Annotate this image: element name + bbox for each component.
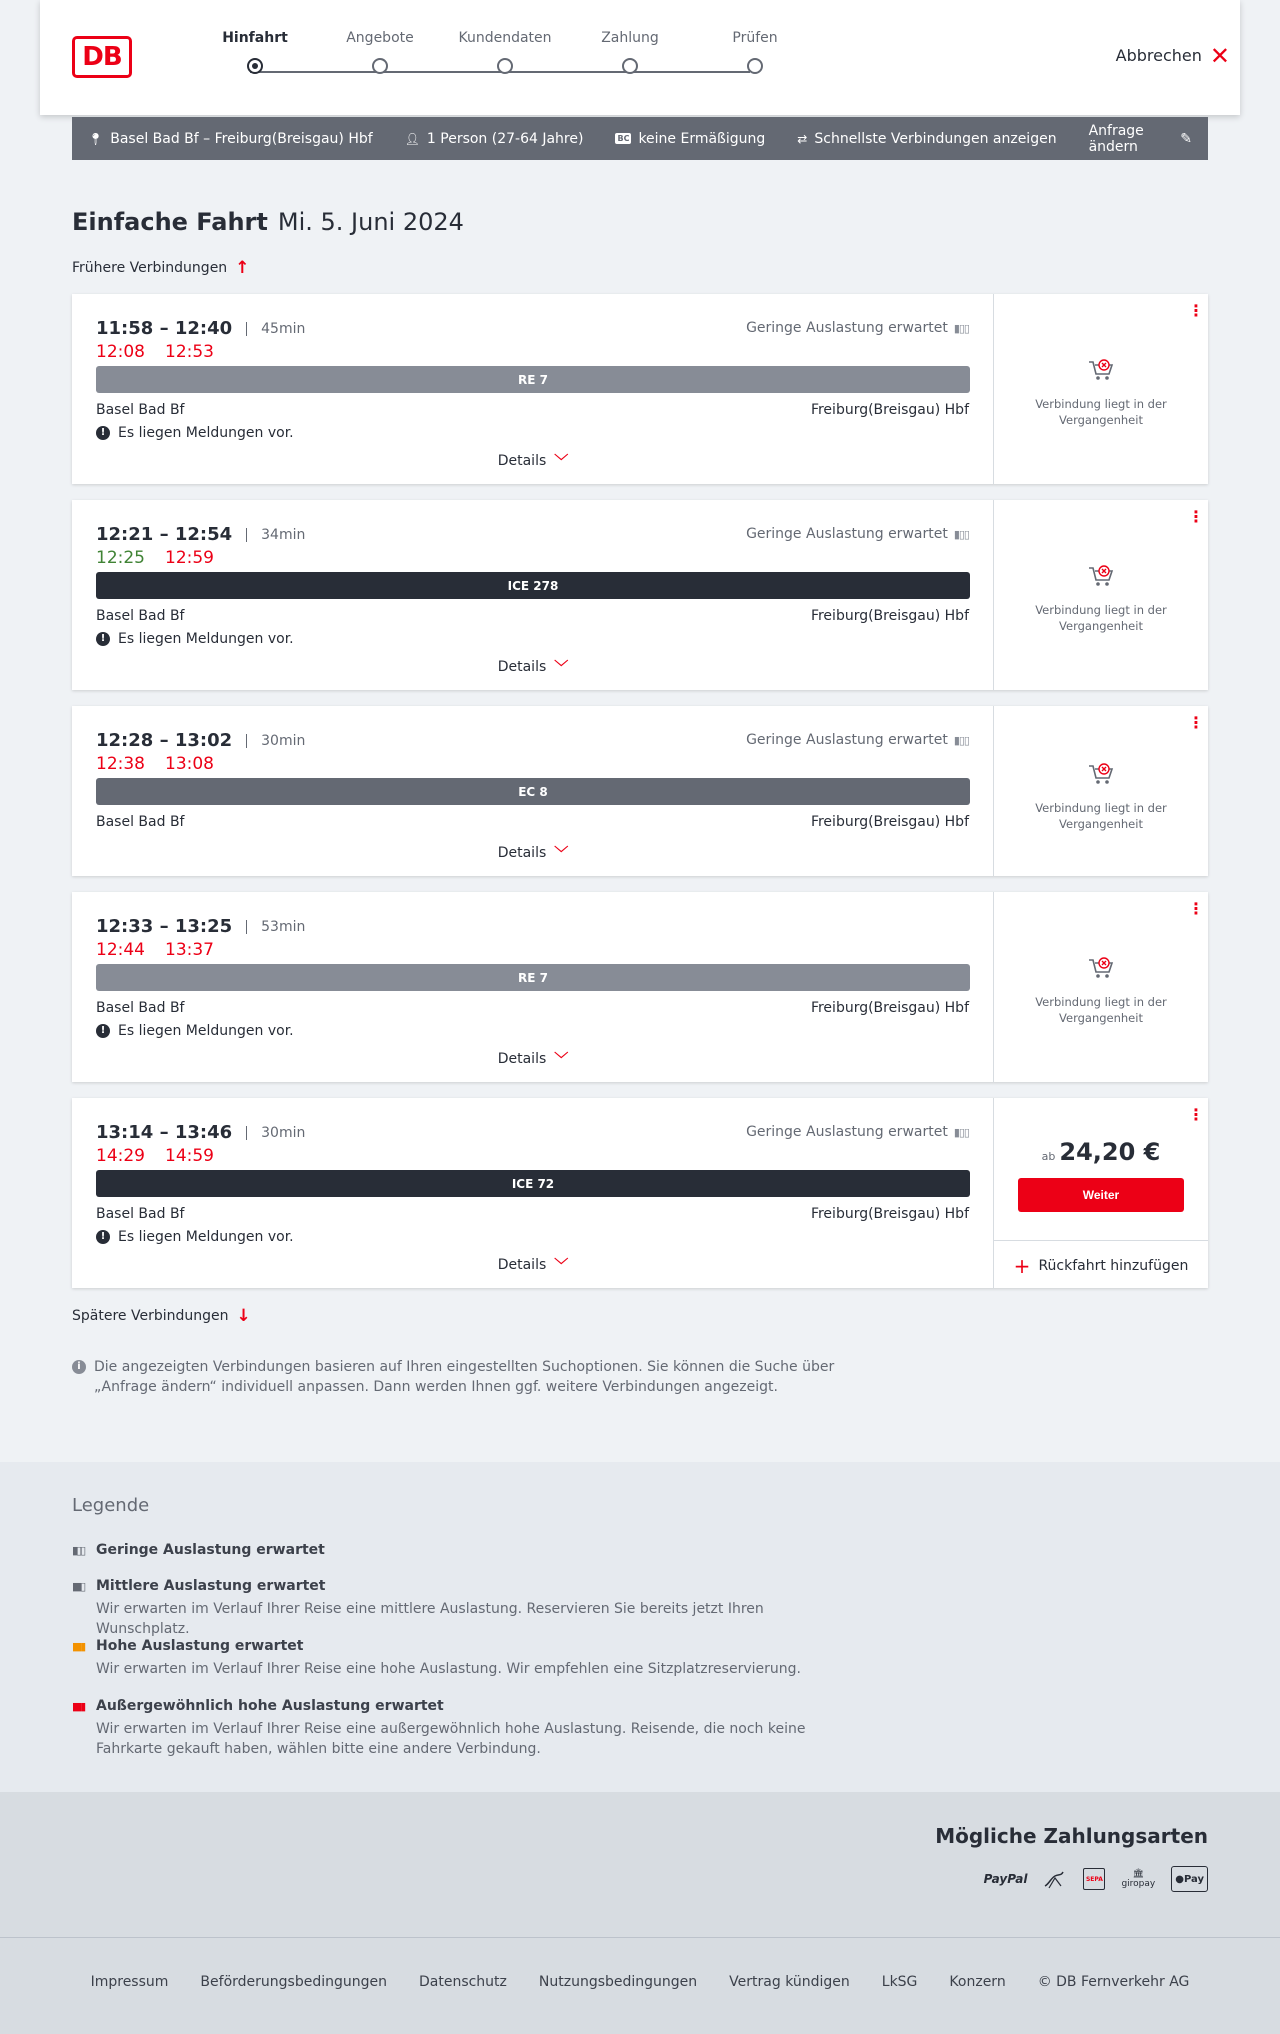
- step-dot: [747, 58, 763, 74]
- exclamation-icon: !: [96, 632, 110, 646]
- footer-link-nutzungsbedingungen[interactable]: Nutzungsbedingungen: [538, 1974, 698, 1990]
- exclamation-icon: !: [96, 426, 110, 440]
- later-connections-link[interactable]: Spätere Verbindungen ↓: [72, 1306, 251, 1326]
- progress-steps: [190, 30, 778, 90]
- past-connection-notice: Verbindung liegt in der Vergangenheit: [994, 954, 1208, 1026]
- info-notice: i Die angezeigten Verbindungen basieren auf Ihren eingestellten Suchoptionen. Sie können die Suche über „Anfrage ändern“ individuell anpassen. Dann werden Ihnen ggf. weitere Verbindungen angezeigt.: [72, 1357, 852, 1397]
- message-notice: ! Es liegen Meldungen vor.: [96, 425, 294, 441]
- add-return-button[interactable]: + Rückfahrt hinzufügen: [994, 1240, 1208, 1290]
- chevron-down-icon: ﹀: [554, 846, 569, 862]
- plus-icon: +: [1013, 1253, 1031, 1278]
- step-dot: [497, 58, 513, 74]
- details-toggle[interactable]: Details ﹀: [497, 1257, 569, 1274]
- route-summary: 📍︎ Basel Bad Bf – Freiburg(Breisgau) Hbf: [88, 130, 373, 147]
- planned-times: 11:58 – 12:40 45min: [96, 318, 306, 339]
- occupancy-info: Geringe Auslastung erwartet ▮▯▯: [746, 526, 969, 542]
- details-toggle[interactable]: Details ﹀: [497, 845, 569, 862]
- realtime-times: 12:44 13:37: [96, 940, 214, 960]
- planned-times: 12:21 – 12:54 34min: [96, 524, 306, 545]
- realtime-times: 12:08 12:53: [96, 342, 214, 362]
- traveller-summary: 👤︎ 1 Person (27-64 Jahre): [404, 130, 584, 147]
- message-notice: ! Es liegen Meldungen vor.: [96, 631, 294, 647]
- travel-date: Mi. 5. Juni 2024: [277, 208, 464, 236]
- connection-side: [994, 892, 1208, 1082]
- connection-card[interactable]: [72, 892, 1208, 1082]
- past-connection-notice: Verbindung liegt in der Vergangenheit: [994, 356, 1208, 428]
- details-toggle[interactable]: Details ﹀: [497, 1051, 569, 1068]
- arrow-up-icon: ↑: [235, 258, 250, 278]
- duration: 45min: [261, 320, 306, 337]
- payment-section: [0, 1792, 1280, 1937]
- weiter-button[interactable]: Weiter: [1018, 1178, 1184, 1212]
- train-bar[interactable]: RE 7: [96, 366, 970, 393]
- duration: 34min: [261, 526, 306, 543]
- giropay-icon: 🏛︎ giropay: [1121, 1869, 1156, 1889]
- cart-unavailable-icon: [1086, 954, 1116, 984]
- connection-main: [72, 294, 994, 484]
- search-summary-bar: [72, 117, 1208, 160]
- past-connection-notice: Verbindung liegt in der Vergangenheit: [994, 562, 1208, 634]
- footer-link-datenschutz[interactable]: Datenschutz: [418, 1974, 507, 1990]
- realtime-times: 12:25 12:59: [96, 548, 214, 568]
- occupancy-info: Geringe Auslastung erwartet ▮▯▯: [746, 320, 969, 336]
- footer-copyright: © DB Fernverkehr AG: [1037, 1974, 1190, 1990]
- origin-station: Basel Bad Bf: [96, 402, 185, 418]
- occupancy-info: Geringe Auslastung erwartet ▮▯▯: [746, 732, 969, 748]
- cart-unavailable-icon: [1086, 356, 1116, 386]
- connection-side: [994, 706, 1208, 876]
- earlier-connections-link[interactable]: Frühere Verbindungen ↑: [72, 258, 250, 278]
- exclamation-icon: !: [96, 1230, 110, 1244]
- kebab-menu-icon[interactable]: ⋮: [1188, 1105, 1204, 1124]
- chevron-down-icon: ﹀: [554, 1258, 569, 1274]
- message-notice: ! Es liegen Meldungen vor.: [96, 1023, 294, 1039]
- payment-title: Mögliche Zahlungsarten: [935, 1824, 1208, 1848]
- swap-arrows-icon: ⇄: [797, 131, 808, 146]
- paypal-icon: PayPal: [983, 1872, 1028, 1886]
- planned-times: 12:28 – 13:02 30min: [96, 730, 306, 751]
- connection-card[interactable]: [72, 706, 1208, 876]
- footer-link-lksg[interactable]: LkSG: [881, 1974, 918, 1990]
- occupancy-low-icon: ▮▯▯: [953, 321, 969, 335]
- footer-links: [0, 1974, 1280, 1990]
- train-bar[interactable]: ICE 278: [96, 572, 970, 599]
- step-dot: [372, 58, 388, 74]
- sepa-icon: SEPA: [1083, 1868, 1105, 1890]
- train-bar[interactable]: ICE 72: [96, 1170, 970, 1197]
- step-kundendaten: Kundendaten: [440, 30, 570, 74]
- kebab-menu-icon[interactable]: ⋮: [1188, 713, 1204, 732]
- step-pruefen: Prüfen: [690, 30, 820, 74]
- step-dot: [247, 58, 263, 74]
- header: [40, 0, 1240, 115]
- db-logo[interactable]: DB: [72, 36, 132, 78]
- connection-main: [72, 892, 994, 1082]
- origin-station: Basel Bad Bf: [96, 608, 185, 624]
- legend-item-high: ▮▮▮ Hohe Auslastung erwartet Wir erwarten im Verlauf Ihrer Reise eine hohe Auslastung. Wir empfehlen eine Sitzplatzreservierung.: [72, 1638, 801, 1677]
- train-bar[interactable]: RE 7: [96, 964, 970, 991]
- credit-card-icon: [1043, 1866, 1067, 1892]
- cart-unavailable-icon: [1086, 562, 1116, 592]
- connection-card[interactable]: [72, 294, 1208, 484]
- footer-link-vertrag-kuendigen[interactable]: Vertrag kündigen: [729, 1974, 850, 1990]
- kebab-menu-icon[interactable]: ⋮: [1188, 899, 1204, 918]
- chevron-down-icon: ﹀: [554, 454, 569, 470]
- planned-times: 13:14 – 13:46 30min: [96, 1122, 306, 1143]
- occupancy-low-icon: ▮▯▯: [953, 1125, 969, 1139]
- legend-title: Legende: [72, 1495, 150, 1516]
- kebab-menu-icon[interactable]: ⋮: [1188, 507, 1204, 526]
- destination-station: Freiburg(Breisgau) Hbf: [810, 608, 969, 624]
- footer: [0, 1937, 1280, 2034]
- connection-side: [994, 294, 1208, 484]
- price-display: ab 24,20 €: [1041, 1138, 1161, 1166]
- occupancy-medium-icon: ▮▮▯: [72, 1579, 85, 1593]
- arrow-down-icon: ↓: [236, 1306, 251, 1326]
- discount-summary: BC keine Ermäßigung: [617, 130, 766, 147]
- step-zahlung: Zahlung: [565, 30, 695, 74]
- connection-main: [72, 1098, 994, 1288]
- close-icon: ✕: [1209, 41, 1230, 70]
- apple-logo-icon: ●: [1175, 1873, 1184, 1885]
- exclamation-icon: !: [96, 1024, 110, 1038]
- legend-item-low: ▮▯▯ Geringe Auslastung erwartet: [72, 1542, 325, 1558]
- destination-station: Freiburg(Breisgau) Hbf: [810, 402, 969, 418]
- connection-main: [72, 500, 994, 690]
- destination-station: Freiburg(Breisgau) Hbf: [810, 1000, 969, 1016]
- origin-station: Basel Bad Bf: [96, 814, 185, 830]
- footer-link-konzern[interactable]: Konzern: [949, 1974, 1006, 1990]
- location-pin-icon: 📍︎: [88, 131, 104, 146]
- details-toggle[interactable]: Details ﹀: [497, 659, 569, 676]
- info-icon: i: [72, 1360, 86, 1374]
- page-title: Einfache Fahrt Mi. 5. Juni 2024: [72, 208, 464, 236]
- cancel-button[interactable]: Abbrechen ✕: [1115, 41, 1230, 70]
- destination-station: Freiburg(Breisgau) Hbf: [810, 814, 969, 830]
- duration: 30min: [261, 1124, 306, 1141]
- destination-station: Freiburg(Breisgau) Hbf: [810, 1206, 969, 1222]
- occupancy-low-icon: ▮▯▯: [953, 527, 969, 541]
- step-dot: [622, 58, 638, 74]
- connection-card[interactable]: [72, 500, 1208, 690]
- occupancy-high-icon: ▮▮▮: [72, 1639, 85, 1653]
- change-request-button[interactable]: Anfrage ändern ✎: [1088, 122, 1192, 155]
- connection-side: [994, 1098, 1208, 1288]
- occupancy-low-icon: ▮▯▯: [72, 1543, 85, 1557]
- legend-section: [0, 1462, 1280, 1792]
- legend-item-medium: ▮▮▯ Mittlere Auslastung erwartet Wir erwarten im Verlauf Ihrer Reise eine mittlere Auslastung. Reservieren Sie bereits jetzt Ihren Wunschplatz.: [72, 1578, 764, 1637]
- footer-link-impressum[interactable]: Impressum: [90, 1974, 169, 1990]
- duration: 30min: [261, 732, 306, 749]
- origin-station: Basel Bad Bf: [96, 1000, 185, 1016]
- option-summary: ⇄ Schnellste Verbindungen anzeigen: [797, 130, 1057, 147]
- realtime-times: 12:38 13:08: [96, 754, 214, 774]
- train-bar[interactable]: EC 8: [96, 778, 970, 805]
- origin-station: Basel Bad Bf: [96, 1206, 185, 1222]
- connection-card[interactable]: [72, 1098, 1208, 1288]
- footer-link-befoerderungsbedingungen[interactable]: Beförderungsbedingungen: [200, 1974, 387, 1990]
- kebab-menu-icon[interactable]: ⋮: [1188, 301, 1204, 320]
- pencil-icon: ✎: [1180, 130, 1192, 147]
- realtime-times: 14:29 14:59: [96, 1146, 214, 1166]
- occupancy-info: Geringe Auslastung erwartet ▮▯▯: [746, 1124, 969, 1140]
- occupancy-low-icon: ▮▯▯: [953, 733, 969, 747]
- duration: 53min: [261, 918, 306, 935]
- cart-unavailable-icon: [1086, 760, 1116, 790]
- step-hinfahrt: Hinfahrt: [190, 30, 320, 74]
- giropay-building-icon: 🏛︎: [1132, 1869, 1145, 1879]
- step-angebote: Angebote: [315, 30, 445, 74]
- planned-times: 12:33 – 13:25 53min: [96, 916, 306, 937]
- occupancy-very-high-icon: ▮▮▮: [72, 1699, 85, 1713]
- past-connection-notice: Verbindung liegt in der Vergangenheit: [994, 760, 1208, 832]
- message-notice: ! Es liegen Meldungen vor.: [96, 1229, 294, 1245]
- applepay-icon: ● Pay: [1171, 1866, 1208, 1892]
- person-icon: 👤︎: [404, 131, 420, 146]
- chevron-down-icon: ﹀: [554, 660, 569, 676]
- connection-side: [994, 500, 1208, 690]
- connection-main: [72, 706, 994, 876]
- payment-icons: [984, 1866, 1208, 1892]
- details-toggle[interactable]: Details ﹀: [497, 453, 569, 470]
- legend-item-very-high: ▮▮▮ Außergewöhnlich hohe Auslastung erwartet Wir erwarten im Verlauf Ihrer Reise eine außergewöhnlich hohe Auslastung. Reisende, die noch keine Fahrkarte gekauft haben, wählen bitte eine andere Verbindung.: [72, 1698, 806, 1757]
- chevron-down-icon: ﹀: [554, 1052, 569, 1068]
- bahncard-icon: BC: [617, 134, 630, 143]
